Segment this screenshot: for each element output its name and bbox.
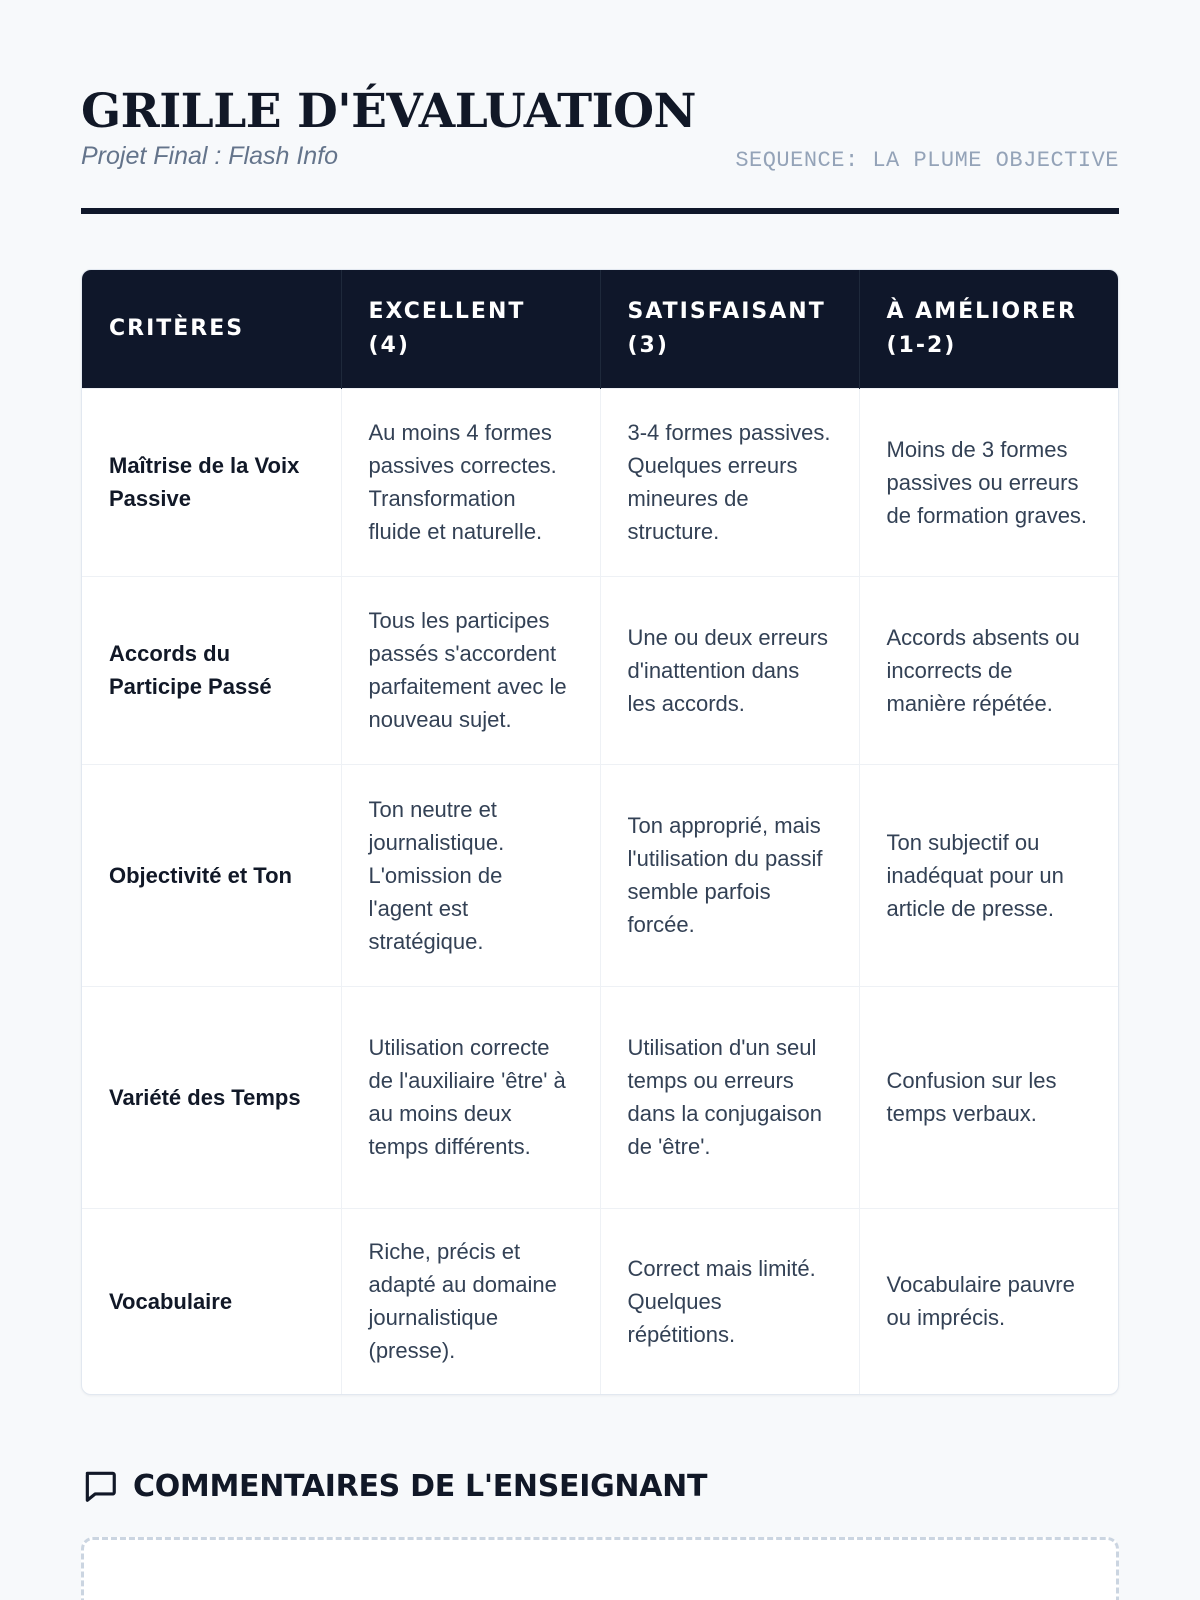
- page-subtitle: Projet Final : Flash Info: [81, 142, 339, 170]
- excellent-cell: Utilisation correcte de l'auxiliaire 'être' à au moins deux temps différents.: [341, 986, 600, 1208]
- excellent-cell: Au moins 4 formes passives correctes. Transformation fluide et naturelle.: [341, 388, 600, 576]
- criterion-cell: Variété des Temps: [82, 986, 341, 1208]
- page-title: GRILLE D'ÉVALUATION: [81, 84, 696, 139]
- column-header-criteres: CRITÈRES: [82, 270, 341, 388]
- comments-section: [81, 1467, 1119, 1600]
- satisfaisant-cell: Une ou deux erreurs d'inattention dans les accords.: [600, 576, 859, 764]
- column-header-ameliorer: À AMÉLIORER (1-2): [859, 270, 1118, 388]
- satisfaisant-cell: Correct mais limité. Quelques répétitions.: [600, 1208, 859, 1394]
- comments-title: COMMENTAIRES DE L'ENSEIGNANT: [133, 1468, 708, 1504]
- table-row: [82, 388, 1118, 576]
- ameliorer-cell: Vocabulaire pauvre ou imprécis.: [859, 1208, 1118, 1394]
- ameliorer-cell: Accords absents ou incorrects de manière répétée.: [859, 576, 1118, 764]
- excellent-cell: Ton neutre et journalistique. L'omission de l'agent est stratégique.: [341, 764, 600, 986]
- table-row: [82, 986, 1118, 1208]
- ameliorer-cell: Ton subjectif ou inadéquat pour un article de presse.: [859, 764, 1118, 986]
- excellent-cell: Tous les participes passés s'accordent parfaitement avec le nouveau sujet.: [341, 576, 600, 764]
- rubric-table: [82, 270, 1118, 1394]
- document-header: [81, 0, 1119, 214]
- rubric-body: [82, 388, 1118, 1394]
- satisfaisant-cell: 3-4 formes passives. Quelques erreurs mineures de structure.: [600, 388, 859, 576]
- rubric-table-container: [81, 269, 1119, 1395]
- ameliorer-cell: Moins de 3 formes passives ou erreurs de formation graves.: [859, 388, 1118, 576]
- excellent-cell: Riche, précis et adapté au domaine journalistique (presse).: [341, 1208, 600, 1394]
- rubric-header: [82, 270, 1118, 388]
- table-row: [82, 576, 1118, 764]
- criterion-cell: Maîtrise de la Voix Passive: [82, 388, 341, 576]
- ameliorer-cell: Confusion sur les temps verbaux.: [859, 986, 1118, 1208]
- satisfaisant-cell: Utilisation d'un seul temps ou erreurs dans la conjugaison de 'être'.: [600, 986, 859, 1208]
- message-square-icon: [81, 1467, 119, 1505]
- criterion-cell: Accords du Participe Passé: [82, 576, 341, 764]
- sequence-label: SEQUENCE: LA PLUME OBJECTIVE: [735, 148, 1119, 173]
- comments-heading: [81, 1467, 1119, 1505]
- table-row: [82, 764, 1118, 986]
- criterion-cell: Objectivité et Ton: [82, 764, 341, 986]
- table-row: [82, 1208, 1118, 1394]
- column-header-satisfaisant: SATISFAISANT (3): [600, 270, 859, 388]
- criterion-cell: Vocabulaire: [82, 1208, 341, 1394]
- teacher-comments-box[interactable]: [81, 1537, 1119, 1600]
- satisfaisant-cell: Ton approprié, mais l'utilisation du passif semble parfois forcée.: [600, 764, 859, 986]
- column-header-excellent: EXCELLENT (4): [341, 270, 600, 388]
- rubric-header-row: [82, 270, 1118, 388]
